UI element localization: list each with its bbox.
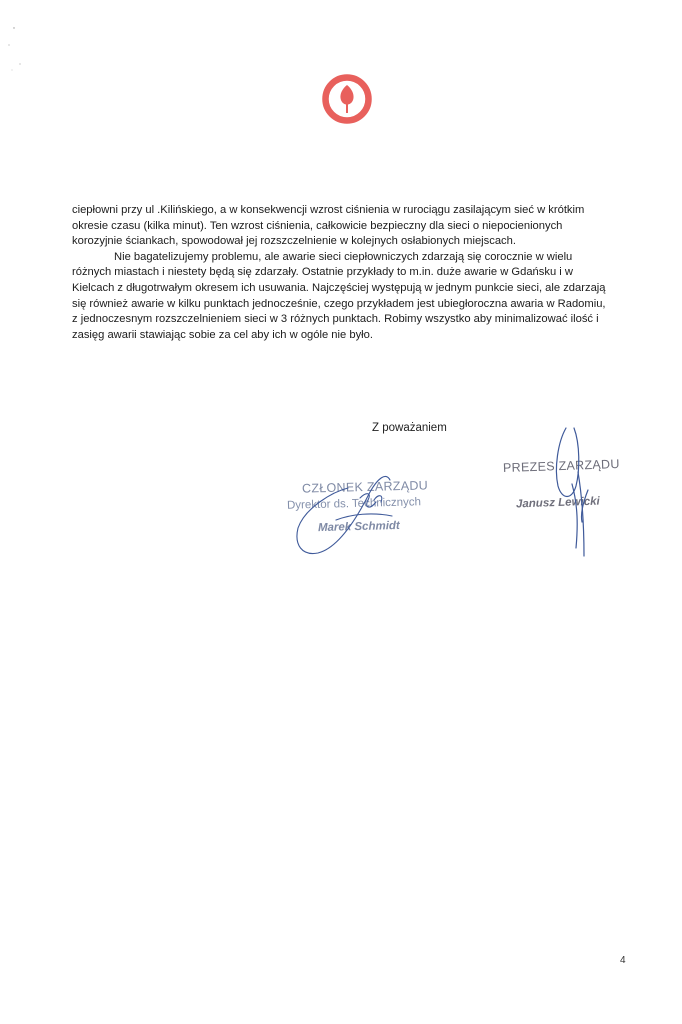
page-number: 4 [620,955,626,966]
paragraph-2: Nie bagatelizujemy problemu, ale awarie sieci ciepłowniczych zdarzają się corocznie w wielu różnych miastach i niestety będą się zdarzały. Ostatnie przykłady to m.in. duże awarie w Gdańsku i w Kielcach z długotrwałym okresem ich usuwania. Najczęściej występują w jednym punkcie sieci, ale zdarzają się również awarie w kilku punktach jednocześnie, czego przykładem jest ubiegłoroczna awaria w Radomiu, z jednoczesnym rozszczelnieniem sieci w 3 różnych punktach. Robimy wszystko aby minimalizować ilość i zasięg awarii stawiając sobie za cel aby ich w ogóle nie było. [72,250,606,341]
closing-salutation: Z poważaniem [372,422,447,434]
stamp-title: CZŁONEK ZARZĄDU [301,478,429,496]
stamp-role: Dyrektor ds. Technicznych [286,496,422,512]
stamp-name: Janusz Lewicki [515,495,600,511]
stamp-title: PREZES ZARZĄDU [502,456,620,476]
stamp-president [500,455,630,525]
letter-body [72,203,612,343]
stamp-board-member [282,470,457,560]
paragraph-1: ciepłowni przy ul .Kilińskiego, a w konsekwencji wzrost ciśnienia w rurociągu zasilającym sieć w krótkim okresie czasu (kilka minut). Ten wzrost ciśnienia, całkowicie bezpieczny dla sieci o niepocienionych korozyjnie ściankach, spowodował jej rozszczelnienie w kolejnych osłabionych miejscach. [72,204,585,248]
stamp-name: Marek Schmidt [317,519,400,535]
company-logo-icon [321,73,373,125]
scan-specks [0,0,40,90]
